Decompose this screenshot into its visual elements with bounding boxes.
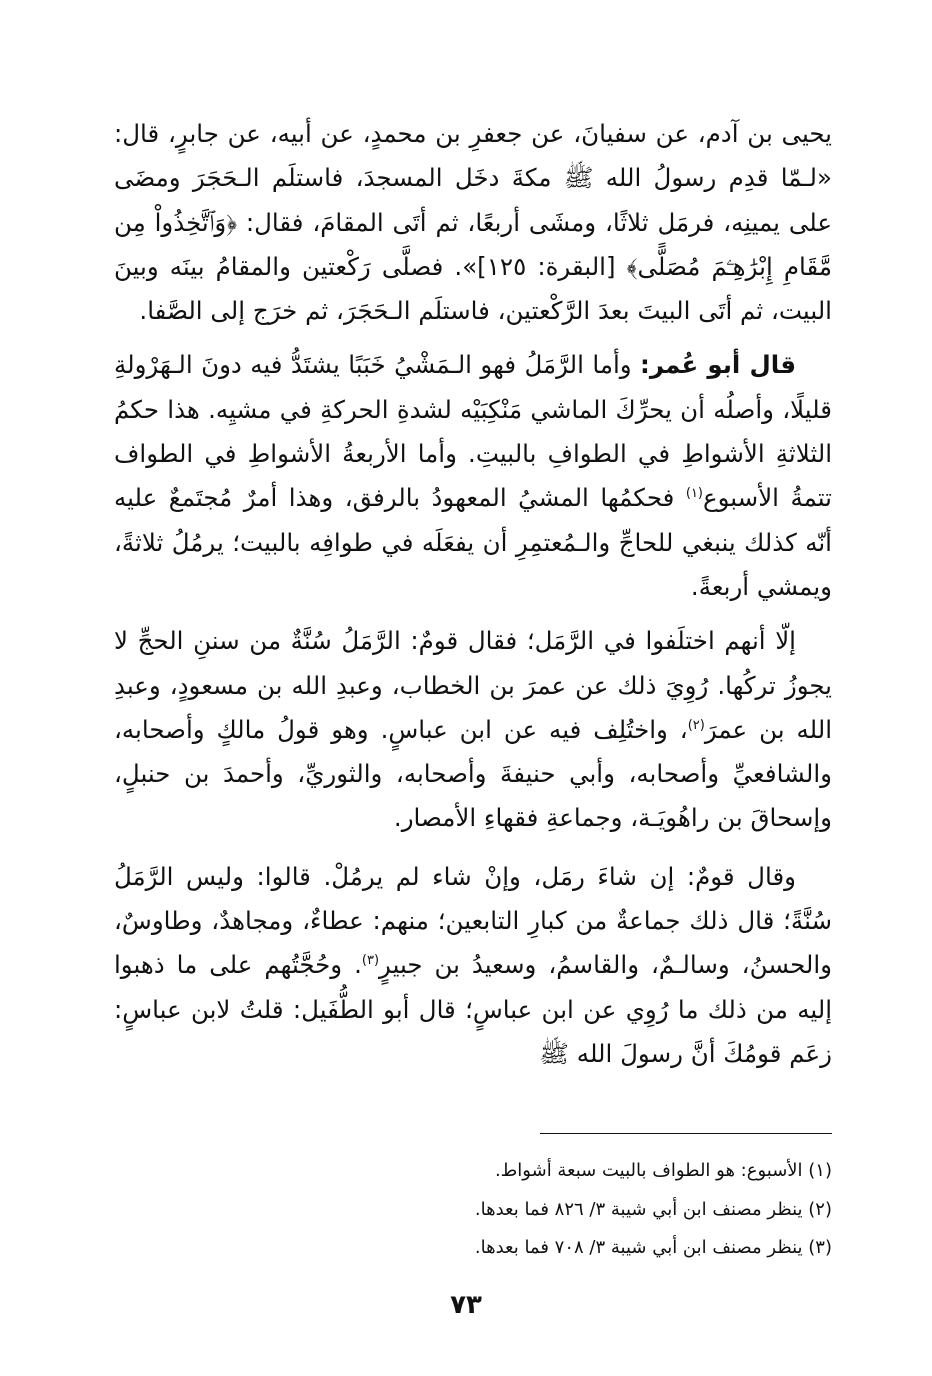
paragraph-3-text-a: إلّا أنهم اختلَفوا في الرَّمَل؛ فقال قومٌ: الرَّمَلُ سُنَّةٌ من سننِ الحجِّ لا يجوزُ تركُها. رُوِيَ ذلك عن عمرَ بن الخطاب، وعبدِ الله بن مسعودٍ، وعبدِ الله بن عمرَ bbox=[114, 626, 832, 744]
paragraph-2-tail: فحكمُها المشيُ المعهودُ بالرفق، وهذا أمرٌ مُجتَمعٌ عليه أنّه كذلك ينبغي للحاجِّ والـمُعتمِرِ أن يفعَلَه في طوافِه بالبيت؛ يرمُلُ ثلاثةً، ويمشي أربعةً. bbox=[114, 483, 832, 601]
footnote-ref-2[interactable]: (٢) bbox=[687, 717, 705, 733]
paragraph-4-text-b: . وحُجَّتُهم على ما ذهبوا إليه من ذلك ما رُوِي عن ابن عباسٍ؛ قال أبو الطُّفَيل: قلتُ لابن عباسٍ: زعَم قومُكَ أنَّ رسولَ الله ﷺ bbox=[114, 950, 832, 1068]
paragraph-4-text-a: وقال قومٌ: إن شاءَ رمَل، وإنْ شاء لم يرمُلْ. قالوا: وليس الرَّمَلُ سُنَّةً؛ قال ذلك جماعةٌ من كبارِ التابعين؛ منهم: عطاءٌ، ومجاهدٌ، وطاوسٌ، والحسنُ، وسالـمٌ، والقاسمُ، وسعيدُ بن جبيرٍ bbox=[114, 861, 832, 980]
footnote-2: (٢) ينظر مصنف ابن أبي شيبة ٣/ ٨٢٦ فما بعدها. bbox=[474, 1198, 832, 1220]
page-number: ٧٣ bbox=[450, 1290, 482, 1320]
paragraph-1-text: يحيى بن آدم، عن سفيانَ، عن جعفرِ بن محمدٍ، عن أبيه، عن جابرٍ، قال: «لـمّا قدِم رسولُ الله ﷺ مكةَ دخَل المسجدَ، فاستلَم الـحَجَرَ ومضَى على يمينِه، فرمَل ثلاثًا، ومشَى أربعًا، ثم أتَى المقامَ، فقال: ﴿وَٱتَّخِذُواْ مِن مَّقَامِ إِبْرَٰهِـۧمَ مُصَلًّى﴾ [البقرة: ١٢٥]». فصلَّى رَكْعتين والمقامُ بينَه وبينَ البيت، ثم أتَى البيتَ بعدَ الرَّكْعتين، فاستلَم الـحَجَرَ، ثم خرَج إلى الصَّفا. bbox=[114, 119, 832, 326]
paragraph-1 bbox=[114, 112, 832, 333]
paragraph-3-text-b: ، واختُلِف فيه عن ابن عباسٍ. وهو قولُ مالكٍ وأصحابه، والشافعيِّ وأصحابه، وأبي حنيفةَ وأصحابه، والثوريِّ، وأحمدَ بن حنبلٍ، وإسحاقَ بن راهُويَـة، وجماعةِ فقهاءِ الأمصار. bbox=[114, 714, 832, 833]
paragraph-4 bbox=[114, 855, 832, 1076]
footnote-ref-3[interactable]: (٣) bbox=[361, 953, 380, 969]
paragraph-2 bbox=[114, 343, 832, 609]
footnote-ref-1[interactable]: (١) bbox=[685, 486, 703, 502]
footnotes bbox=[300, 1152, 832, 1268]
paragraph-2-lead: قال أبو عُمر: bbox=[640, 350, 796, 380]
footnote-separator bbox=[540, 1133, 832, 1134]
footnote-3: (٣) ينظر مصنف ابن أبي شيبة ٣/ ٧٠٨ فما بعدها. bbox=[474, 1237, 832, 1258]
main-text bbox=[114, 112, 832, 1076]
paragraph-3 bbox=[114, 619, 832, 840]
paragraph-2-text: وأما الرَّمَلُ فهو الـمَشْيُ خَبَبًا يشتَدُّ فيه دونَ الـهَرْولةِ قليلًا، وأصلُه أن يحرِّكَ الماشي مَنْكِبَيْه لشدةِ الحركةِ في مشيِه. هذا حكمُ الثلاثةِ الأشواطِ في الطوافِ بالبيتِ. وأما الأربعةُ الأشواطِ في الطواف تتمةُ الأسبوع bbox=[114, 350, 832, 513]
footnote-1: (١) الأسبوع: هو الطواف بالبيت سبعة أشواط. bbox=[494, 1160, 832, 1181]
